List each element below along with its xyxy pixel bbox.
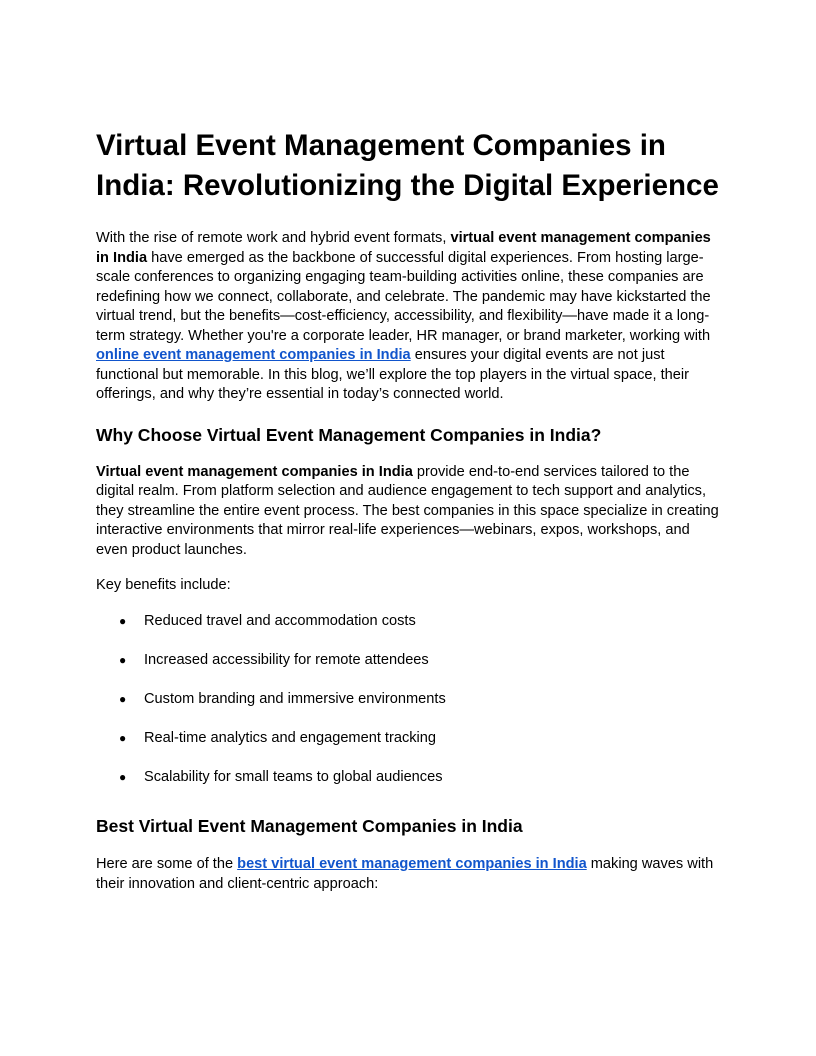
list-item	[96, 690, 722, 710]
why-choose-text: provide end-to-end services tailored to the digital realm. From platform selection and audience engagement to tech support and analytics, they streamline the entire event process. The best companies in this space specialize in creating interactive environments that mirror real-life experiences—webinars, expos, workshops, and even product launches.	[96, 463, 719, 558]
benefit-text: Increased accessibility for remote attendees	[144, 651, 429, 668]
document-page	[96, 126, 722, 894]
intro-text-3: ensures your digital events are not just functional but memorable. In this blog, we’ll explore the top players in the virtual space, their offerings, and why they’re essential in today’s connected world.	[96, 347, 689, 402]
intro-paragraph	[96, 229, 722, 405]
bullet-icon: ●	[119, 769, 127, 784]
bullet-icon: ●	[119, 691, 127, 706]
section-heading-why-choose: Why Choose Virtual Event Management Companies in India?	[96, 424, 602, 445]
why-choose-paragraph	[96, 463, 722, 561]
list-item	[96, 729, 722, 749]
benefit-text: Real-time analytics and engagement tracking	[144, 729, 437, 746]
benefits-list	[96, 612, 722, 788]
list-item	[96, 768, 722, 788]
bullet-icon: ●	[119, 730, 127, 745]
benefit-text: Custom branding and immersive environments	[144, 690, 446, 707]
intro-text-2: have emerged as the backbone of successful digital experiences. From hosting large-scale conferences to organizing engaging team-building activities online, these companies are redefining how we connect, collaborate, and celebrate. The pandemic may have kickstarted the virtual trend, but the benefits—cost-efficiency, accessibility, and flexibility—have made it a long-term strategy. Whether you're a corporate leader, HR manager, or brand marketer, working with	[96, 249, 711, 344]
intro-bold-keyword: virtual event management companies in India	[96, 230, 711, 266]
bullet-icon: ●	[119, 613, 127, 628]
best-companies-paragraph	[96, 855, 722, 894]
page-title: Virtual Event Management Companies in India: Revolutionizing the Digital Experience	[96, 129, 719, 202]
why-choose-bold-keyword: Virtual event management companies in India	[96, 463, 413, 480]
bullet-icon: ●	[119, 652, 127, 667]
best-virtual-companies-link[interactable]: best virtual event management companies in India	[237, 856, 587, 872]
list-item	[96, 612, 722, 632]
benefit-text: Reduced travel and accommodation costs	[144, 612, 416, 629]
intro-text-1: With the rise of remote work and hybrid event formats,	[96, 230, 451, 246]
list-item	[96, 651, 722, 671]
benefit-text: Scalability for small teams to global audiences	[144, 768, 443, 785]
online-event-companies-link[interactable]: online event management companies in India	[96, 347, 411, 363]
key-benefits-label: Key benefits include:	[96, 577, 231, 593]
section-heading-best-companies: Best Virtual Event Management Companies in India	[96, 816, 523, 836]
best-companies-text-2: making waves with their innovation and client-centric approach:	[96, 856, 714, 892]
best-companies-text-1: Here are some of the	[96, 856, 238, 872]
